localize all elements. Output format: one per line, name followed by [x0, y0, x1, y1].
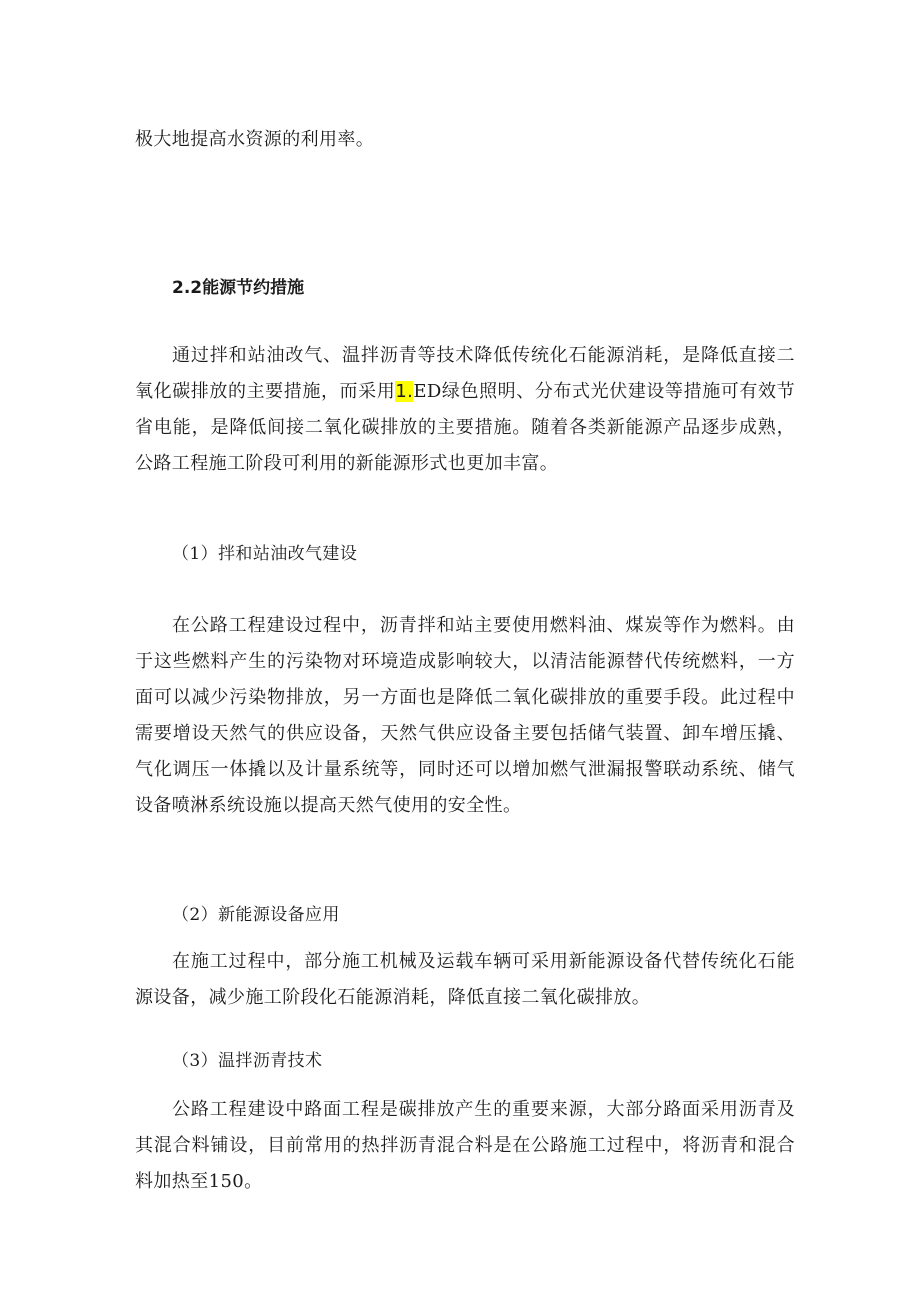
paragraph-continuation: 极大地提高水资源的利用率。 — [135, 129, 375, 150]
paragraph-energy-intro — [135, 338, 795, 482]
highlighted-text: 1. — [395, 381, 414, 402]
subheading-3: （3）温拌沥青技术 — [172, 1051, 323, 1071]
paragraph-new-energy: 在施工过程中，部分施工机械及运载车辆可采用新能源设备代替传统化石能源设备，减少施工阶段化石能源消耗，降低直接二氧化碳排放。 — [135, 951, 795, 1008]
paragraph-text-b: ED绿色照明、分布式光伏建设等措施可有效节省电能，是降低间接二氧化碳排放的主要措施。随着各类新能源产品逐步成熟，公路工程施工阶段可利用的新能源形式也更加丰富。 — [135, 381, 795, 474]
subheading-2: （2）新能源设备应用 — [172, 905, 340, 925]
paragraph-gas-conversion: 在公路工程建设过程中，沥青拌和站主要使用燃料油、煤炭等作为燃料。由于这些燃料产生的污染物对环境造成影响较大，以清洁能源替代传统燃料，一方面可以减少污染物排放，另一方面也是降低二氧化碳排放的重要手段。此过程中需要增设天然气的供应设备，天然气供应设备主要包括储气装置、卸车增压撬、气化调压一体撬以及计量系统等，同时还可以增加燃气泄漏报警联动系统、储气设备喷淋系统设施以提高天然气使用的安全性。 — [135, 615, 795, 816]
section-heading: 2.2能源节约措施 — [172, 278, 305, 298]
paragraph-warm-asphalt: 公路工程建设中路面工程是碳排放产生的重要来源，大部分路面采用沥青及其混合料铺设，目前常用的热拌沥青混合料是在公路施工过程中，将沥青和混合料加热至150。 — [135, 1099, 795, 1192]
paragraph-text-a: 通过拌和站油改气、温拌沥青等技术降低传统化石能源消耗，是降低直接二氧化碳排放的主要措施，而采用 — [135, 345, 795, 402]
subheading-1: （1）拌和站油改气建设 — [172, 544, 358, 564]
